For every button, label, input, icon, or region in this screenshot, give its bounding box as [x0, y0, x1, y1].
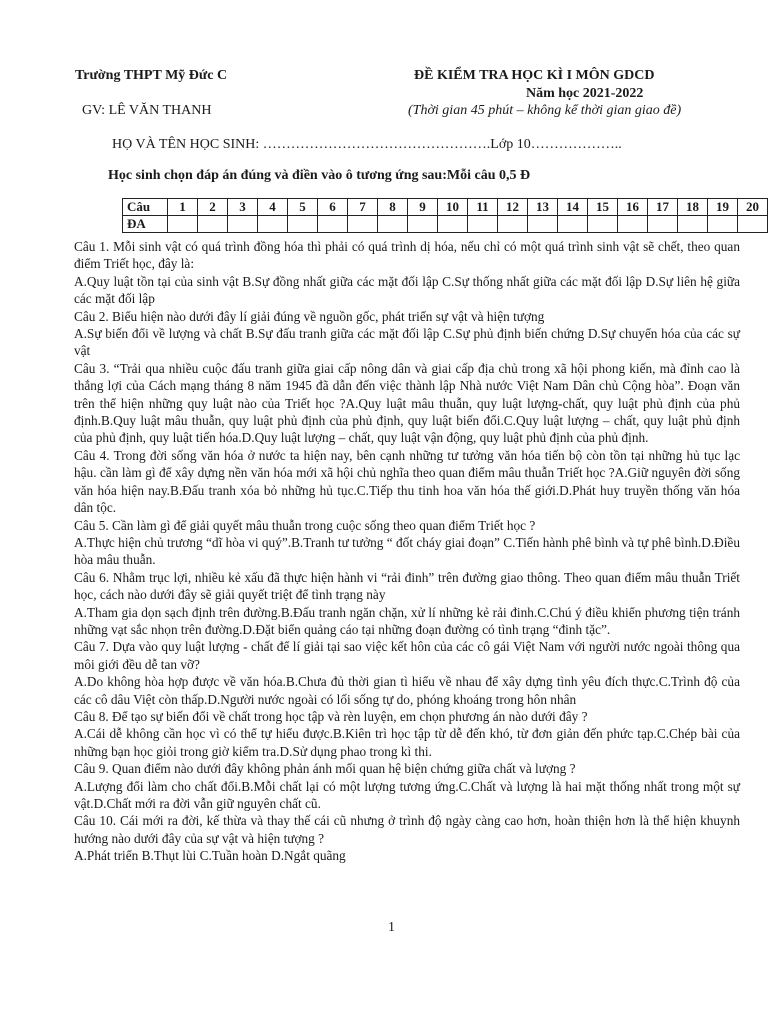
answer-table-number: 15	[588, 199, 618, 216]
question-9	[74, 760, 740, 812]
question-6	[74, 569, 740, 639]
answer-cell[interactable]	[618, 216, 648, 233]
question-options: A.Do không hòa hợp được về văn hóa.B.Chưa đủ thời gian tì hiểu về nhau để xây dựng tình yêu đích thực.C.Trình độ của các cô dâu Việt còn thấp.D.Người nước ngoài có lối sống tự do, phóng khoáng trong hôn nhân	[74, 674, 740, 707]
answer-cell[interactable]	[678, 216, 708, 233]
answer-cell[interactable]	[558, 216, 588, 233]
answer-cell[interactable]	[468, 216, 498, 233]
answer-cell[interactable]	[168, 216, 198, 233]
answer-cell[interactable]	[648, 216, 678, 233]
answer-table-number: 1	[168, 199, 198, 216]
answer-table-number: 16	[618, 199, 648, 216]
question-stem: Câu 5. Cần làm gì để giải quyết mâu thuẫn trong cuộc sống theo quan điểm Triết học ?	[74, 517, 536, 533]
question-4	[74, 447, 740, 517]
answer-table-answer-row	[123, 216, 768, 233]
answer-cell[interactable]	[738, 216, 768, 233]
answer-table-number: 5	[288, 199, 318, 216]
answer-table-number: 14	[558, 199, 588, 216]
school-year: Năm học 2021-2022	[526, 86, 644, 101]
answer-cell[interactable]	[378, 216, 408, 233]
question-3	[74, 360, 740, 447]
answer-table-number: 17	[648, 199, 678, 216]
answer-cell[interactable]	[348, 216, 378, 233]
question-stem: Câu 1. Mỗi sinh vật có quá trình đồng hóa thì phải có quá trình dị hóa, nếu chỉ có một quá trình sinh vật sẽ chết, theo quan điểm Triết học, đây là:	[74, 239, 740, 272]
answer-cell[interactable]	[588, 216, 618, 233]
question-options: A.Tham gia dọn sạch định trên đường.B.Đấu tranh ngăn chặn, xử lí những kẻ rải đinh.C.Chú ý điều khiển phương tiện tránh những vạt sắc nhọn trên đường.D.Đặt biển quảng cáo tại những đoạn đường có tình trạng “đinh tặc”.	[74, 604, 740, 637]
answer-table-row-label: ĐA	[123, 216, 168, 233]
question-stem: Câu 4. Trong đời sống văn hóa ở nước ta hiện nay, bên cạnh những tư tưởng văn hóa tiến bộ còn tồn tại những hủ tục lạc hậu. cần làm gì để xây dựng nền văn hóa mới xã hội chủ nghĩa theo quan điểm mâu thuẫn Triết học ?A.Giữ nguyên đời sống văn hóa hiện nay.B.Đấu tranh xóa bỏ những hủ tục.C.Tiếp thu tinh hoa văn hóa thế giới.D.Phát huy truyền thống văn hóa dân tộc.	[74, 447, 740, 516]
question-stem: Câu 8. Để tạo sự biến đổi về chất trong học tập và rèn luyện, em chọn phương án nào dưới đây ?	[74, 708, 588, 724]
answer-table-number: 7	[348, 199, 378, 216]
question-options: A.Cái dễ không cần học vì có thể tự hiểu được.B.Kiên trì học tập từ dễ đến khó, từ đơn giản đến phức tạp.C.Chép bài của những bạn học giỏi trong giờ kiểm tra.D.Sử dụng phao trong kì thi.	[74, 726, 740, 759]
question-2	[74, 308, 740, 360]
answer-table-number: 11	[468, 199, 498, 216]
page-number: 1	[388, 920, 395, 935]
answer-table-number: 2	[198, 199, 228, 216]
answer-table-number-row	[123, 199, 768, 216]
answer-table-number: 8	[378, 199, 408, 216]
answer-cell[interactable]	[288, 216, 318, 233]
answer-cell[interactable]	[498, 216, 528, 233]
answer-cell[interactable]	[198, 216, 228, 233]
question-stem: Câu 2. Biểu hiện nào dưới đây lí giải đúng về nguồn gốc, phát triển sự vật và hiện tượng	[74, 308, 545, 324]
question-stem: Câu 7. Dựa vào quy luật lượng - chất để lí giải tại sao việc kết hôn của các cô gái Việt Nam với người nước ngoài thông qua môi giới đều dễ tan vỡ?	[74, 639, 740, 672]
question-options: A.Thực hiện chủ trương “dĩ hòa vi quý”.B.Tranh tư tưởng “ đốt cháy giai đoạn” C.Tiến hành phê bình và tự phê bình.D.Điều hòa mâu thuẫn.	[74, 534, 740, 568]
question-8	[74, 708, 740, 760]
question-7	[74, 638, 740, 708]
answer-cell[interactable]	[528, 216, 558, 233]
question-5	[74, 517, 740, 569]
exam-title: ĐỀ KIỂM TRA HỌC KÌ I MÔN GDCD	[414, 68, 655, 83]
answer-table-number: 3	[228, 199, 258, 216]
question-options: A.Phát triển B.Thụt lùi C.Tuần hoàn D.Ngắt quãng	[74, 848, 346, 864]
answer-table-number: 18	[678, 199, 708, 216]
question-options: A.Sự biến đổi về lượng và chất B.Sự đấu tranh giữa các mặt đối lập C.Sự phủ định biến chứng D.Sự chuyển hóa của các sự vật	[74, 326, 740, 359]
answer-table-number: 4	[258, 199, 288, 216]
question-stem: Câu 3. “Trải qua nhiều cuộc đấu tranh giữa giai cấp nông dân và giai cấp địa chủ trong xã hội phong kiến, mà đỉnh cao là thắng lợi của Cách mạng tháng 8 năm 1945 đã dẫn đến việc thành lập Nhà nước Việt Nam Dân chủ Cộng hòa”. Đoạn văn trên thể hiện những quy luật nào của Triết học ?A.Quy luật mâu thuẫn, quy luật lượng-chất, quy luật phủ định của phủ định.B.Quy luật mâu thuẫn, quy luật phủ định của phủ định, quy luật biến đổi.C.Quy luật lượng – chất, quy luật phủ định của phủ định, quy luật tiến hóa.D.Quy luật lượng – chất, quy luật vận động, quy luật phủ định của phủ định.	[74, 360, 740, 446]
question-stem: Câu 6. Nhằm trục lợi, nhiều kẻ xấu đã thực hiện hành vi “rải đinh” trên đường giao thông. Theo quan điểm mâu thuẫn Triết học, cách nào dưới đây sẽ giải quyết triệt để tình trạng này	[74, 569, 740, 603]
question-10	[74, 812, 740, 864]
question-1	[74, 238, 740, 308]
answer-table-row-label: Câu	[123, 199, 168, 216]
answer-cell[interactable]	[258, 216, 288, 233]
answer-table-number: 10	[438, 199, 468, 216]
answer-table-number: 6	[318, 199, 348, 216]
teacher-name: GV: LÊ VĂN THANH	[82, 103, 212, 118]
answer-table-number: 13	[528, 199, 558, 216]
question-stem: Câu 10. Cái mới ra đời, kế thừa và thay thế cái cũ nhưng ở trình độ ngày càng cao hơn, hoàn thiện hơn là thể hiện khuynh hướng nào dưới đây của sự vật và hiện tượng ?	[74, 813, 740, 846]
answer-cell[interactable]	[408, 216, 438, 233]
answer-table-number: 9	[408, 199, 438, 216]
question-options: A.Lượng đổi làm cho chất đổi.B.Mỗi chất lại có một lượng tương ứng.C.Chất và lượng là hai mặt thống nhất trong một sự vật.D.Chất mới ra đời vẫn giữ nguyên chất cũ.	[74, 778, 740, 811]
answer-table	[122, 198, 768, 233]
exam-duration: (Thời gian 45 phút – không kể thời gian giao đề)	[408, 103, 682, 118]
answer-table-number: 12	[498, 199, 528, 216]
answer-table-number: 19	[708, 199, 738, 216]
school-name: Trường THPT Mỹ Đức C	[75, 68, 228, 83]
questions	[74, 238, 740, 865]
answer-cell[interactable]	[438, 216, 468, 233]
question-stem: Câu 9. Quan điểm nào dưới đây không phản ánh mối quan hệ biện chứng giữa chất và lượng ?	[74, 761, 576, 777]
answer-table-number: 20	[738, 199, 768, 216]
answer-cell[interactable]	[318, 216, 348, 233]
answer-cell[interactable]	[708, 216, 738, 233]
answer-cell[interactable]	[228, 216, 258, 233]
question-options: A.Quy luật tồn tại của sinh vật B.Sự đồng nhất giữa các mặt đối lập C.Sự thống nhất giữa các mặt đối lập D.Sự liên hệ giữa các mặt đối lập	[74, 273, 740, 307]
student-info-line: HỌ VÀ TÊN HỌC SINH: ………………………………………….Lớp 10………………..	[112, 137, 622, 152]
instruction: Học sinh chọn đáp án đúng và điền vào ô tương ứng sau:Mỗi câu 0,5 Đ	[108, 168, 531, 183]
